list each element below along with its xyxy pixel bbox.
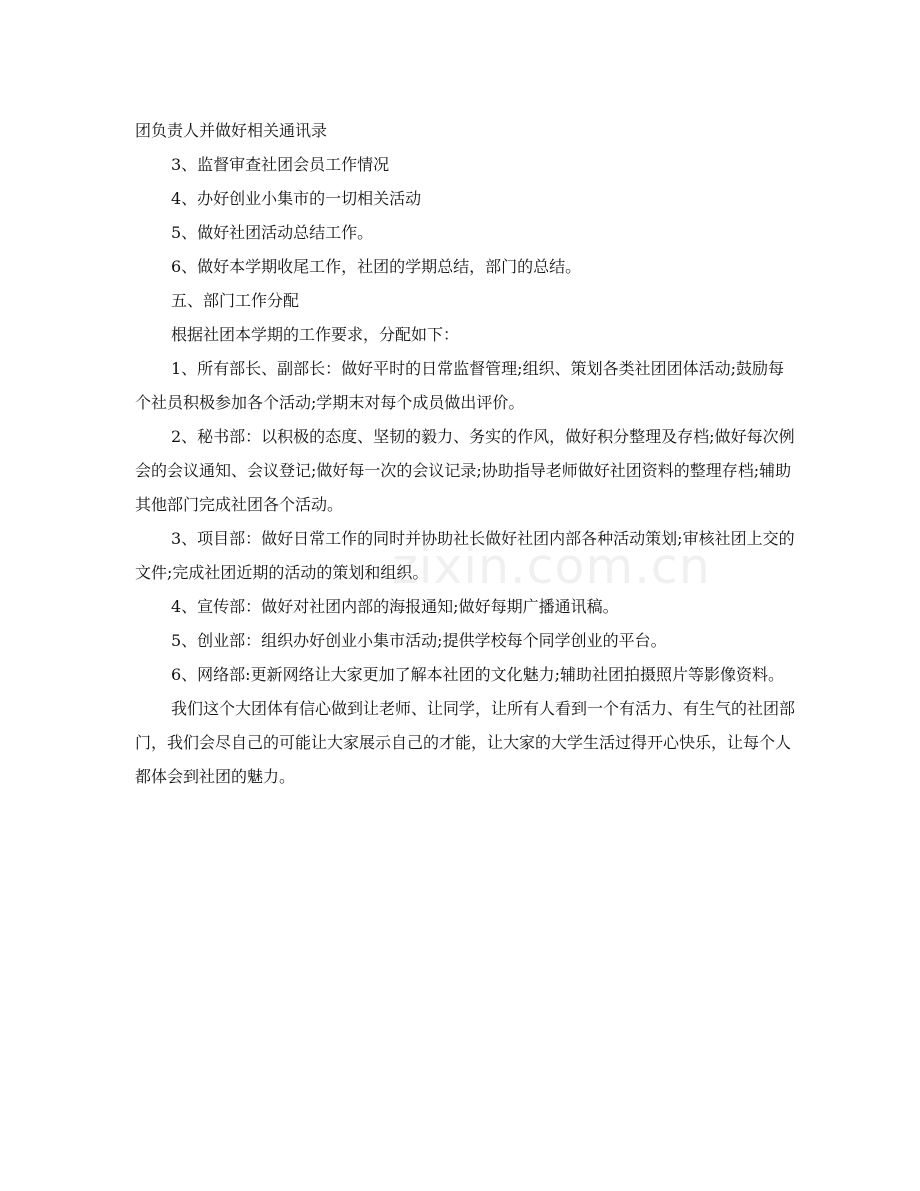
section-heading: 五、部门工作分配 <box>171 291 300 310</box>
watermark: zixin.com.cn <box>392 538 711 595</box>
list-item-5: 5、做好社团活动总结工作。 <box>171 223 374 242</box>
assignment-item-6: 6、网络部:更新网络让大家更加了解本社团的文化魅力;辅助社团拍摄照片等影像资料。 <box>171 665 784 684</box>
assignment-item-3: 3、项目部：做好日常工作的同时并协助社长做好社团内部各种活动策划;审核社团上交的文件;完成社团近期的活动的策划和组织。 <box>135 529 795 582</box>
assignment-item-1: 1、所有部长、副部长：做好平时的日常监督管理;组织、策划各类社团团体活动;鼓励每个社员积极参加各个活动;学期末对每个成员做出评价。 <box>135 359 784 412</box>
assignment-item-4: 4、宣传部：做好对社团内部的海报通知;做好每期广播通讯稿。 <box>171 597 619 616</box>
list-item-6: 6、做好本学期收尾工作，社团的学期总结，部门的总结。 <box>171 257 582 276</box>
assignment-item-2: 2、秘书部：以积极的态度、坚韧的毅力、务实的作风，做好积分整理及存档;做好每次例会的会议通知、会议登记;做好每一次的会议记录;协助指导老师做好社团资料的整理存档;辅助其他部门完成社团各个活动。 <box>135 427 795 514</box>
assignment-item-5: 5、创业部：组织办好创业小集市活动;提供学校每个同学创业的平台。 <box>171 631 667 650</box>
list-item-3: 3、监督审查社团会员工作情况 <box>171 155 390 174</box>
section-intro: 根据社团本学期的工作要求，分配如下： <box>171 325 460 344</box>
document-body <box>135 114 795 794</box>
closing-paragraph: 我们这个大团体有信心做到让老师、让同学，让所有人看到一个有活力、有生气的社团部门，我们会尽自己的可能让大家展示自己的才能，让大家的大学生活过得开心快乐，让每个人都体会到社团的魅力。 <box>135 699 796 786</box>
paragraph-continuation: 团负责人并做好相关通讯录 <box>135 121 328 140</box>
list-item-4: 4、办好创业小集市的一切相关活动 <box>171 189 422 208</box>
